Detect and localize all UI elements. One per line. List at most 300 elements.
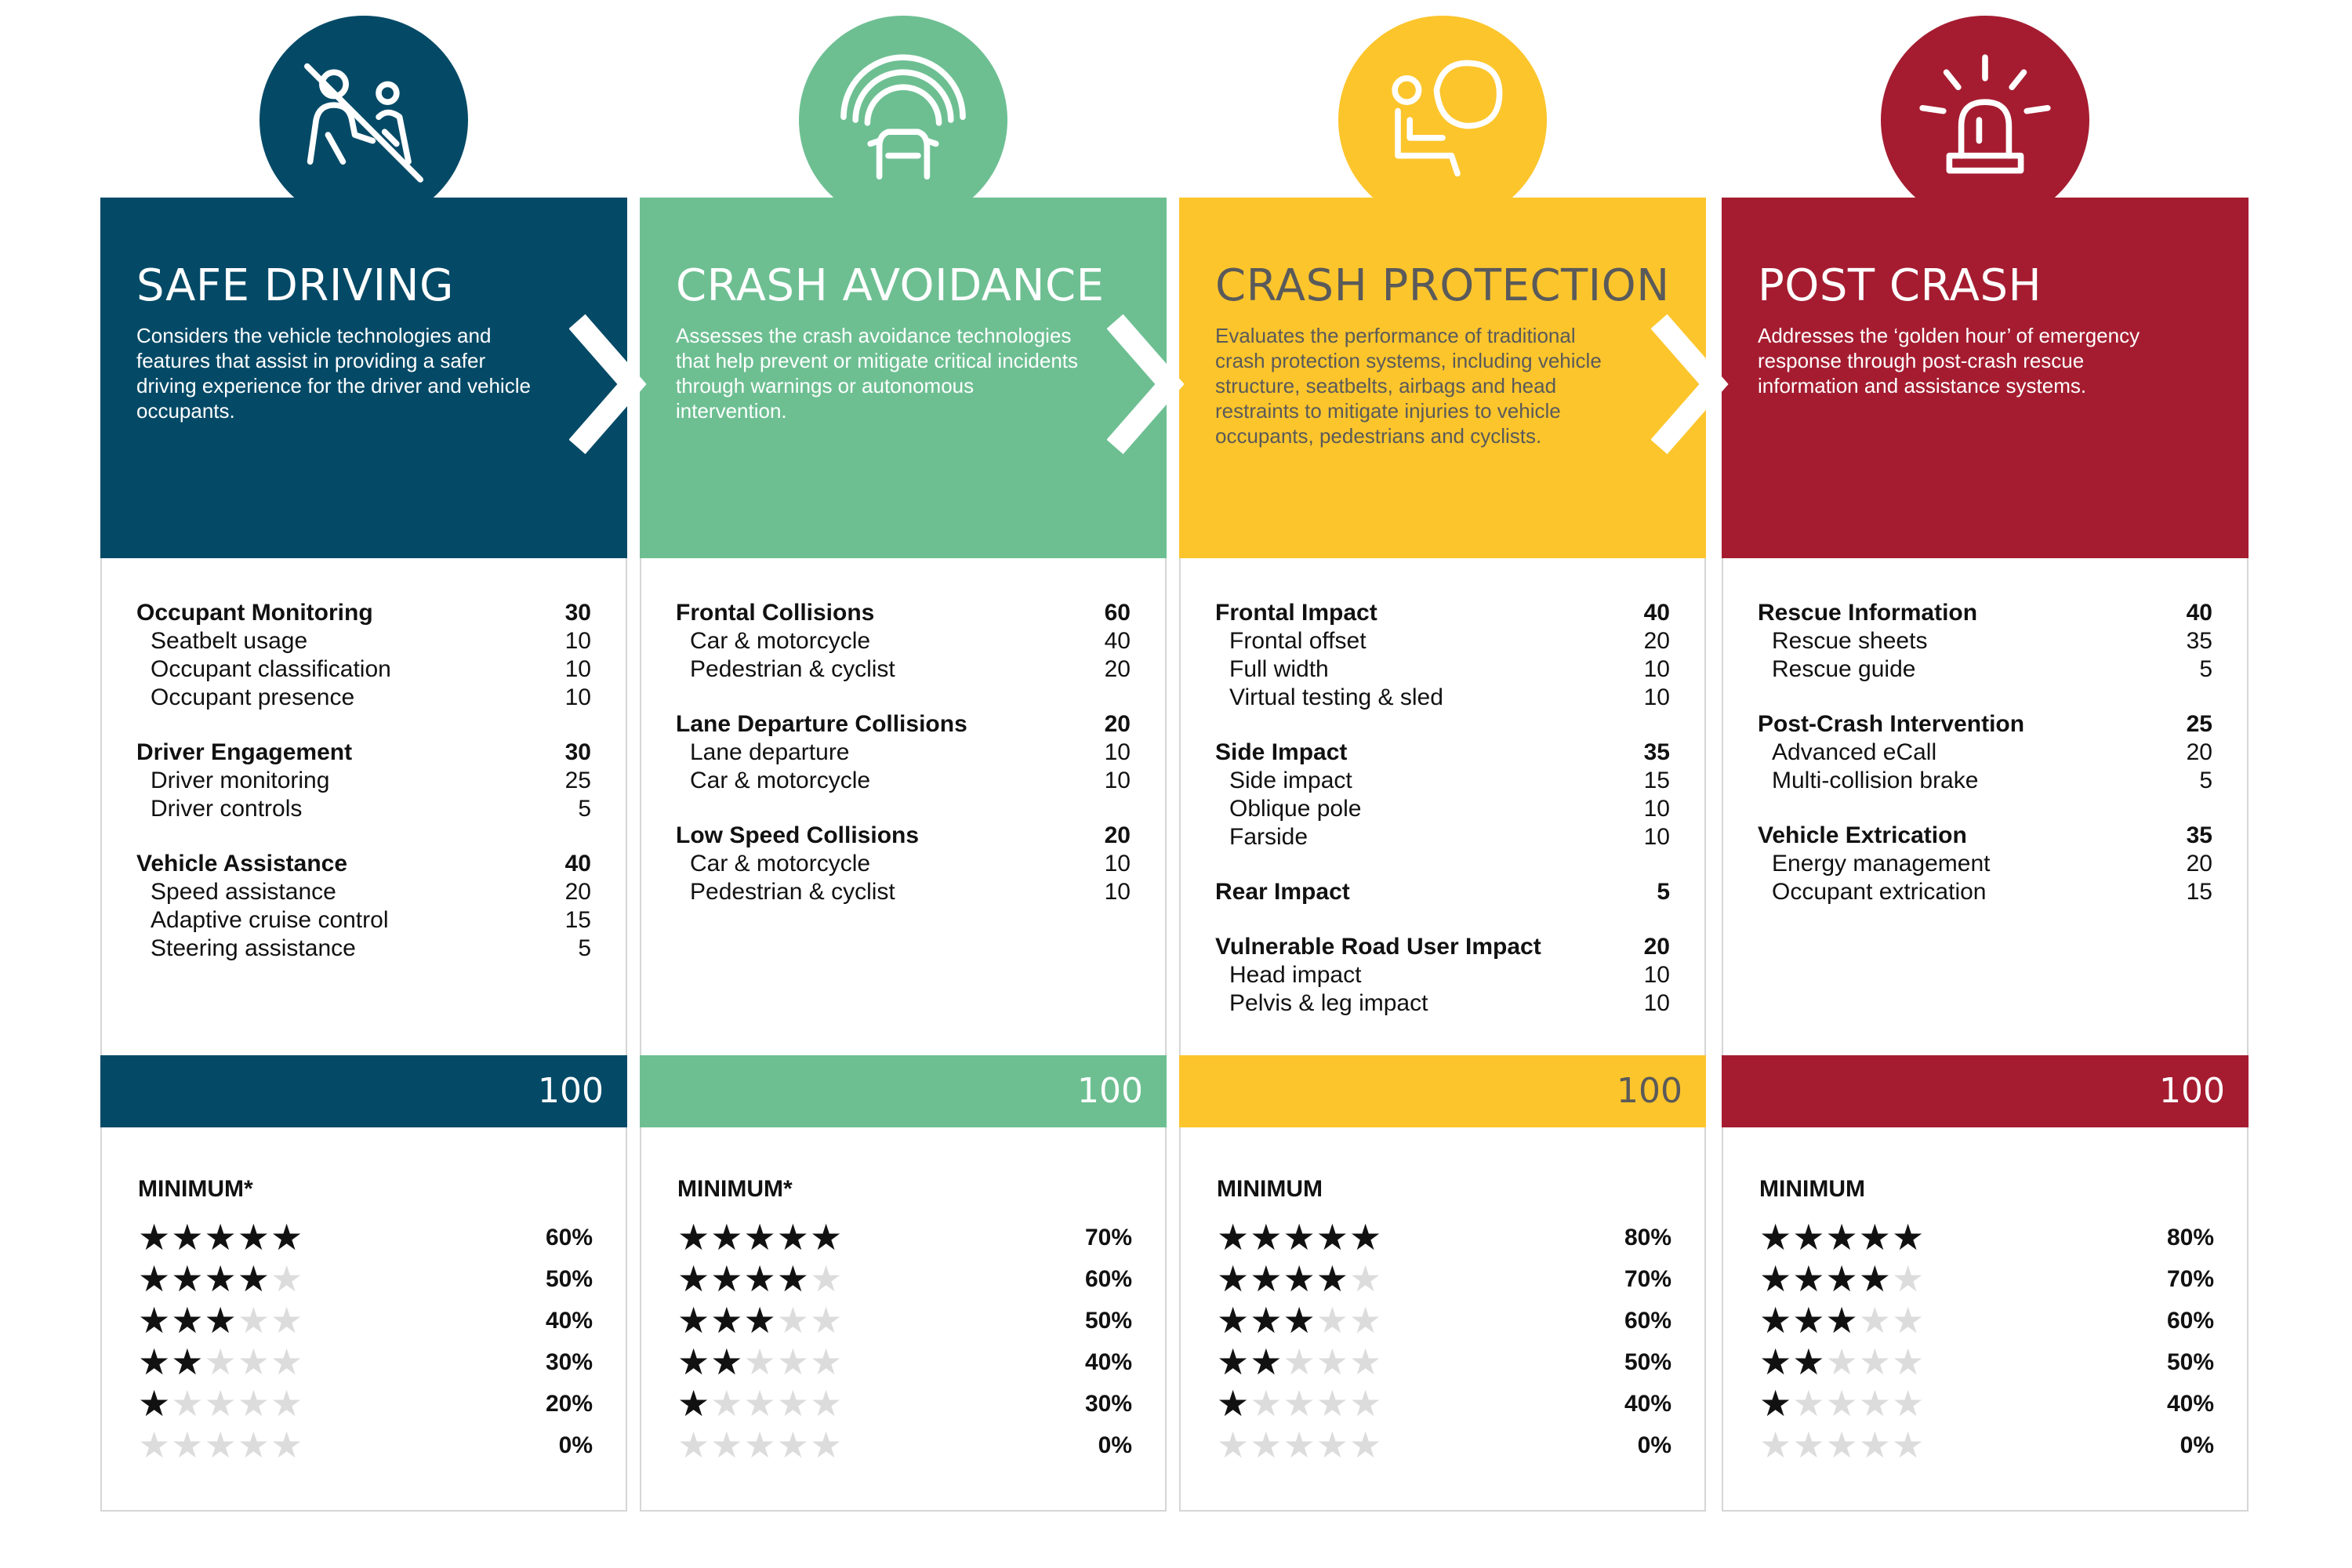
star-icon: ★ [810,1383,844,1424]
star-icon: ★ [1759,1425,1793,1465]
criterion-row [1758,850,2212,878]
criterion-row [676,878,1131,906]
star-icon: ★ [710,1217,744,1258]
pillar-body [640,558,1167,1512]
criterion-points: 25 [564,768,591,793]
star-icons [138,1383,303,1425]
pillar-description: Assesses the crash avoidance technologies that help prevent or mitigate critical incidents through warnings or autonomous intervention. [676,324,1079,423]
pillar-header [100,198,627,558]
star-icons [677,1341,843,1383]
star-rating-row [1217,1300,1671,1341]
chevron-right-icon [1107,314,1201,455]
criterion-name: Frontal offset [1229,628,1367,654]
assessment-group [1758,822,2212,906]
pillar-title: CRASH AVOIDANCE [676,260,1105,311]
star-icon: ★ [138,1258,172,1299]
star-icon: ★ [710,1300,744,1341]
star-rating-row [1759,1300,2214,1341]
star-icon: ★ [1792,1300,1826,1341]
star-icon: ★ [1759,1217,1793,1258]
criterion-points: 10 [1643,796,1670,822]
criterion-points: 10 [1643,962,1670,988]
star-icons [1217,1425,1382,1466]
criterion-points: 10 [564,628,591,654]
group-points: 35 [2186,822,2212,848]
group-points: 20 [1643,934,1670,960]
criterion-name: Side impact [1229,768,1352,793]
assessment-groups [1215,599,1670,1044]
star-rating-row [138,1341,593,1383]
star-icon: ★ [1349,1383,1383,1424]
criterion-name: Steering assistance [151,935,356,961]
criterion-row [136,627,591,655]
criterion-row [1758,767,2212,795]
group-name: Vehicle Extrication [1758,822,1967,848]
star-rating-row [677,1383,1132,1425]
criterion-points: 5 [578,796,591,822]
criterion-name: Virtual testing & sled [1229,684,1443,710]
star-icon: ★ [743,1258,777,1299]
group-name: Frontal Collisions [676,600,875,626]
star-icon: ★ [677,1341,711,1382]
star-icon: ★ [776,1217,810,1258]
star-icon: ★ [1217,1258,1250,1299]
group-points: 40 [2186,600,2212,626]
criterion-name: Occupant classification [151,656,391,682]
criterion-points: 10 [1104,768,1131,793]
star-icons [1759,1217,1925,1258]
star-icon: ★ [237,1217,270,1258]
pillar-post-crash [1722,0,2249,1513]
criterion-points: 15 [564,907,591,933]
criterion-row [676,655,1131,684]
group-header [1758,822,2212,850]
star-rating-row [1759,1425,2214,1466]
star-icon: ★ [776,1341,810,1382]
minimum-percent: 0% [1098,1432,1132,1458]
group-points: 20 [1104,822,1131,848]
assessment-group [676,822,1131,906]
assessment-groups [136,599,591,989]
group-header [676,599,1131,627]
star-icons [1217,1258,1382,1300]
star-icon: ★ [1316,1217,1349,1258]
criterion-points: 10 [1643,684,1670,710]
minimum-percent: 20% [545,1390,593,1417]
star-icon: ★ [270,1425,304,1465]
star-icon: ★ [1283,1217,1316,1258]
criterion-name: Advanced eCall [1772,739,1937,765]
criterion-points: 5 [578,935,591,961]
star-icon: ★ [1792,1425,1826,1465]
star-icons [1759,1383,1925,1425]
criterion-name: Occupant extrication [1772,879,1987,905]
star-icon: ★ [138,1341,172,1382]
minimum-percent: 80% [2166,1224,2214,1250]
star-icon: ★ [1349,1300,1383,1341]
star-icon: ★ [1892,1341,1926,1382]
group-points: 30 [564,600,591,626]
star-icon: ★ [1316,1341,1349,1382]
criterion-row [1215,989,1670,1018]
star-icon: ★ [1217,1300,1250,1341]
minimum-percent: 40% [1624,1390,1671,1417]
star-rating-row [1217,1341,1671,1383]
star-icons [138,1425,303,1466]
group-points: 20 [1104,711,1131,737]
criterion-points: 10 [564,656,591,682]
assessment-group [1215,933,1670,1018]
star-icon: ★ [1858,1341,1892,1382]
criterion-name: Car & motorcycle [690,851,871,877]
star-icon: ★ [710,1383,744,1424]
star-icon: ★ [743,1217,777,1258]
star-icons [1217,1217,1382,1258]
criterion-name: Lane departure [690,739,850,765]
star-icon: ★ [138,1217,172,1258]
star-icons [138,1300,303,1341]
criterion-name: Oblique pole [1229,796,1362,822]
group-name: Rescue Information [1758,600,1978,626]
pillar-body [1722,558,2249,1512]
group-name: Lane Departure Collisions [676,711,967,737]
star-icon: ★ [1825,1341,1859,1382]
star-icons [138,1341,303,1383]
star-rating-row [1759,1217,2214,1258]
star-icon: ★ [1349,1258,1383,1299]
star-icon: ★ [1217,1383,1250,1424]
minimum-label: MINIMUM* [138,1176,253,1202]
criterion-row [136,878,591,906]
star-icon: ★ [1316,1425,1349,1465]
criterion-points: 5 [2199,768,2212,793]
minimum-percent: 40% [1084,1348,1132,1375]
star-icon: ★ [776,1300,810,1341]
star-rating-row [1759,1383,2214,1425]
group-header [1215,933,1670,961]
star-icon: ★ [1825,1425,1859,1465]
star-icon: ★ [1349,1425,1383,1465]
criterion-name: Pedestrian & cyclist [690,879,895,905]
star-icon: ★ [677,1383,711,1424]
star-icon: ★ [1858,1217,1892,1258]
star-icon: ★ [743,1425,777,1465]
star-icon: ★ [1250,1425,1283,1465]
star-icon: ★ [1892,1383,1926,1424]
minimum-percent: 50% [1624,1348,1671,1375]
group-points: 5 [1657,879,1670,905]
star-icon: ★ [138,1300,172,1341]
criterion-points: 20 [2186,851,2212,877]
star-icon: ★ [1250,1341,1283,1382]
assessment-group [1758,710,2212,795]
star-icon: ★ [270,1300,304,1341]
assessment-group [1758,599,2212,684]
criterion-row [136,767,591,795]
star-icon: ★ [1250,1217,1283,1258]
star-icon: ★ [810,1217,844,1258]
star-icon: ★ [270,1383,304,1424]
pillar-crash-avoidance [640,0,1167,1513]
criterion-row [1215,684,1670,712]
star-icon: ★ [1858,1300,1892,1341]
criterion-points: 15 [2186,879,2212,905]
star-icon: ★ [171,1341,205,1382]
pillar-description: Addresses the ‘golden hour’ of emergency response through post-crash rescue information and assistance systems. [1758,324,2140,397]
criterion-row [1215,627,1670,655]
star-icons [1759,1425,1925,1466]
star-icon: ★ [270,1258,304,1299]
airbag-occupant-icon [1338,16,1547,224]
group-header [1215,599,1670,627]
star-icons [1217,1341,1382,1383]
star-icons [1217,1300,1382,1341]
minimum-percent: 50% [545,1265,593,1292]
pillar-title: POST CRASH [1758,260,2042,311]
star-icon: ★ [1825,1300,1859,1341]
star-rating-row [677,1258,1132,1300]
chevron-right-icon [569,314,663,455]
group-header [1215,739,1670,767]
star-rating-row [138,1425,593,1466]
star-icons [1217,1383,1382,1425]
minimum-percent: 50% [1084,1307,1132,1334]
criterion-row [1215,655,1670,684]
star-rating-row [1217,1425,1671,1466]
assessment-group [136,850,591,963]
star-icon: ★ [677,1217,711,1258]
star-icon: ★ [1892,1300,1926,1341]
pillar-header [1179,198,1706,558]
star-icon: ★ [171,1425,205,1465]
group-name: Vehicle Assistance [136,851,348,877]
assessment-group [1215,599,1670,712]
group-name: Low Speed Collisions [676,822,920,848]
star-icon: ★ [1792,1383,1826,1424]
star-icon: ★ [171,1300,205,1341]
minimum-percent: 30% [1084,1390,1132,1417]
criterion-row [1215,961,1670,989]
star-icon: ★ [710,1258,744,1299]
assessment-groups [1758,599,2212,933]
star-icon: ★ [710,1341,744,1382]
star-rating-row [1217,1217,1671,1258]
pillar-title: CRASH PROTECTION [1215,260,1670,311]
star-icon: ★ [776,1383,810,1424]
group-points: 35 [1643,739,1670,765]
minimum-label: MINIMUM* [677,1176,793,1202]
star-rating-thresholds [677,1217,1132,1466]
star-rating-row [1217,1258,1671,1300]
driver-distraction-icon [260,16,468,224]
group-name: Frontal Impact [1215,600,1377,626]
assessment-group [676,710,1131,795]
criterion-points: 20 [564,879,591,905]
star-rating-thresholds [1217,1217,1671,1466]
star-icon: ★ [1316,1258,1349,1299]
criterion-name: Full width [1229,656,1329,682]
group-header [136,850,591,878]
minimum-percent: 60% [1084,1265,1132,1292]
criterion-name: Pelvis & leg impact [1229,990,1428,1016]
minimum-label: MINIMUM [1759,1176,1865,1202]
minimum-percent: 40% [2166,1390,2214,1417]
star-rating-thresholds [138,1217,593,1466]
star-icon: ★ [270,1341,304,1382]
star-icon: ★ [1250,1383,1283,1424]
star-icon: ★ [1283,1383,1316,1424]
star-icon: ★ [237,1383,270,1424]
group-name: Rear Impact [1215,879,1350,905]
criterion-row [136,655,591,684]
star-rating-row [138,1300,593,1341]
emergency-siren-icon [1881,16,2089,224]
criterion-row [676,767,1131,795]
star-icon: ★ [743,1341,777,1382]
minimum-percent: 40% [545,1307,593,1334]
star-icons [677,1300,843,1341]
star-icon: ★ [776,1425,810,1465]
group-header [1758,710,2212,739]
criterion-row [1758,739,2212,767]
star-icons [1759,1300,1925,1341]
star-icon: ★ [237,1425,270,1465]
star-icon: ★ [1825,1383,1859,1424]
star-icons [677,1258,843,1300]
group-points: 40 [1643,600,1670,626]
star-icon: ★ [1759,1300,1793,1341]
group-name: Driver Engagement [136,739,353,765]
star-icons [677,1425,843,1466]
criterion-points: 15 [1643,768,1670,793]
star-icon: ★ [171,1258,205,1299]
pillar-header [1722,198,2249,558]
group-points: 30 [564,739,591,765]
star-icon: ★ [810,1425,844,1465]
star-icon: ★ [677,1425,711,1465]
criterion-name: Head impact [1229,962,1362,988]
minimum-percent: 70% [1624,1265,1671,1292]
star-icon: ★ [1792,1217,1826,1258]
criterion-row [1215,823,1670,851]
star-icon: ★ [204,1341,238,1382]
total-score: 100 [1722,1055,2249,1127]
star-icon: ★ [810,1300,844,1341]
criterion-name: Car & motorcycle [690,628,871,654]
criterion-points: 35 [2186,628,2212,654]
star-icon: ★ [710,1425,744,1465]
group-points: 40 [564,851,591,877]
star-icon: ★ [810,1341,844,1382]
criterion-points: 10 [1104,851,1131,877]
criterion-row [676,850,1131,878]
criterion-name: Rescue guide [1772,656,1916,682]
star-icon: ★ [204,1425,238,1465]
star-icon: ★ [1858,1258,1892,1299]
total-score: 100 [1179,1055,1706,1127]
star-icon: ★ [1759,1383,1793,1424]
total-score: 100 [640,1055,1167,1127]
star-icon: ★ [1217,1217,1250,1258]
star-icon: ★ [1283,1425,1316,1465]
criterion-name: Pedestrian & cyclist [690,656,895,682]
criterion-row [1215,767,1670,795]
star-icon: ★ [1250,1300,1283,1341]
star-rating-thresholds [1759,1217,2214,1466]
criterion-row [1758,878,2212,906]
minimum-label: MINIMUM [1217,1176,1323,1202]
star-icon: ★ [270,1217,304,1258]
star-icons [677,1383,843,1425]
minimum-percent: 0% [2180,1432,2214,1458]
criterion-name: Occupant presence [151,684,355,710]
star-rating-row [677,1425,1132,1466]
assessment-group [676,599,1131,684]
assessment-group [136,739,591,823]
group-name: Post-Crash Intervention [1758,711,2025,737]
criterion-points: 10 [564,684,591,710]
star-icon: ★ [138,1425,172,1465]
assessment-groups [676,599,1131,933]
criterion-row [1215,795,1670,823]
assessment-group [1215,878,1670,906]
minimum-percent: 0% [558,1432,593,1458]
pillar-crash-protection [1179,0,1706,1513]
star-rating-row [138,1383,593,1425]
criterion-points: 10 [1104,739,1131,765]
star-icon: ★ [1283,1300,1316,1341]
star-icon: ★ [204,1383,238,1424]
criterion-name: Farside [1229,824,1308,850]
star-icon: ★ [1250,1258,1283,1299]
star-icon: ★ [1792,1341,1826,1382]
pillar-header [640,198,1167,558]
star-icon: ★ [171,1383,205,1424]
group-name: Vulnerable Road User Impact [1215,934,1541,960]
pillar-description: Considers the vehicle technologies and features that assist in providing a safer driving experience for the driver and vehicle occupants. [136,324,531,423]
star-icons [138,1217,303,1258]
star-icon: ★ [1792,1258,1826,1299]
criterion-points: 20 [1104,656,1131,682]
group-header [136,739,591,767]
star-icon: ★ [1283,1258,1316,1299]
criterion-points: 10 [1643,990,1670,1016]
star-icon: ★ [1349,1341,1383,1382]
star-icon: ★ [1892,1217,1926,1258]
star-icons [138,1258,303,1300]
star-icon: ★ [1759,1341,1793,1382]
group-name: Side Impact [1215,739,1348,765]
group-header [676,710,1131,739]
star-rating-row [1759,1341,2214,1383]
group-header [1758,599,2212,627]
star-icon: ★ [1759,1258,1793,1299]
pillar-description: Evaluates the performance of traditional crash protection systems, including vehicle structure, seatbelts, airbags and head restraints to mitigate injuries to vehicle occupants, pedestrians and cyclists. [1215,324,1602,448]
minimum-percent: 60% [545,1224,593,1250]
criterion-points: 5 [2199,656,2212,682]
sensor-car-icon [799,16,1007,224]
group-points: 25 [2186,711,2212,737]
assessment-group [1215,739,1670,851]
criterion-name: Energy management [1772,851,1991,877]
minimum-percent: 50% [2166,1348,2214,1375]
criterion-name: Speed assistance [151,879,336,905]
star-icon: ★ [237,1341,270,1382]
star-icon: ★ [204,1217,238,1258]
criterion-name: Multi-collision brake [1772,768,1979,793]
star-icon: ★ [1858,1425,1892,1465]
star-icon: ★ [171,1217,205,1258]
